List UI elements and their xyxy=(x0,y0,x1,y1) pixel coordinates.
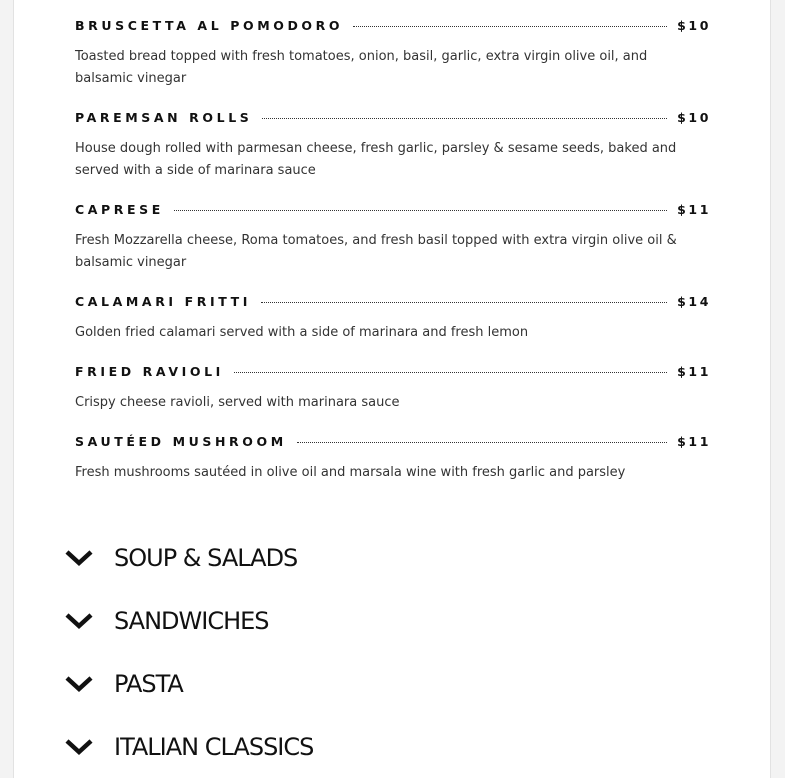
menu-item-name: CALAMARI FRITTI xyxy=(75,293,252,309)
menu-item xyxy=(75,202,711,294)
menu-item-name: BRUSCETTA AL POMODORO xyxy=(75,17,344,33)
category-label: PASTA xyxy=(114,669,183,698)
menu-item-name: CAPRESE xyxy=(75,201,164,217)
menu-item-description: Fresh Mozzarella cheese, Roma tomatoes, and fresh basil topped with extra virgin olive oil & balsamic vinegar xyxy=(75,233,677,270)
menu-item-price: $11 xyxy=(677,433,711,449)
dot-leader xyxy=(297,442,667,443)
menu-item-header xyxy=(75,110,711,124)
category-accordion xyxy=(64,526,313,778)
menu-item xyxy=(75,294,711,364)
menu-item-price: $10 xyxy=(677,17,711,33)
chevron-down-icon xyxy=(64,674,94,694)
menu-item-header xyxy=(75,364,711,378)
dot-leader xyxy=(262,118,667,119)
menu-item-description: Crispy cheese ravioli, served with marinara sauce xyxy=(75,395,400,410)
menu-card xyxy=(13,0,771,778)
menu-item xyxy=(75,110,711,202)
dot-leader xyxy=(234,372,667,373)
menu-item-name: SAUTÉED MUSHROOM xyxy=(75,433,287,449)
menu-item-price: $14 xyxy=(677,293,711,309)
menu-item xyxy=(75,364,711,434)
category-label: ITALIAN CLASSICS xyxy=(114,732,314,761)
menu-item-header xyxy=(75,202,711,216)
dot-leader xyxy=(174,210,667,211)
dot-leader xyxy=(353,26,667,27)
menu-item-header xyxy=(75,434,711,448)
menu-item xyxy=(75,18,711,110)
menu-item-price: $10 xyxy=(677,109,711,125)
appetizer-list xyxy=(75,18,711,504)
menu-item-header xyxy=(75,294,711,308)
category-label: SOUP & SALADS xyxy=(114,543,298,572)
category-label: SANDWICHES xyxy=(114,606,269,635)
menu-item-header xyxy=(75,18,711,32)
chevron-down-icon xyxy=(64,611,94,631)
menu-item xyxy=(75,434,711,504)
menu-item-description: Toasted bread topped with fresh tomatoes, onion, basil, garlic, extra virgin olive oil, and balsamic vinegar xyxy=(75,49,648,86)
menu-item-description: Fresh mushrooms sautéed in olive oil and marsala wine with fresh garlic and parsley xyxy=(75,465,626,480)
category-toggle-pasta[interactable] xyxy=(64,652,313,715)
category-toggle-soup-salads[interactable] xyxy=(64,526,313,589)
dot-leader xyxy=(261,302,667,303)
menu-item-price: $11 xyxy=(677,201,711,217)
menu-item-description: House dough rolled with parmesan cheese, fresh garlic, parsley & sesame seeds, baked and served with a side of marinara sauce xyxy=(75,141,677,178)
menu-item-description: Golden fried calamari served with a side of marinara and fresh lemon xyxy=(75,325,529,340)
category-toggle-italian-classics[interactable] xyxy=(64,715,313,778)
menu-item-name: FRIED RAVIOLI xyxy=(75,363,224,379)
chevron-down-icon xyxy=(64,548,94,568)
menu-item-price: $11 xyxy=(677,363,711,379)
menu-item-name: PAREMSAN ROLLS xyxy=(75,109,253,125)
chevron-down-icon xyxy=(64,737,94,757)
category-toggle-sandwiches[interactable] xyxy=(64,589,313,652)
